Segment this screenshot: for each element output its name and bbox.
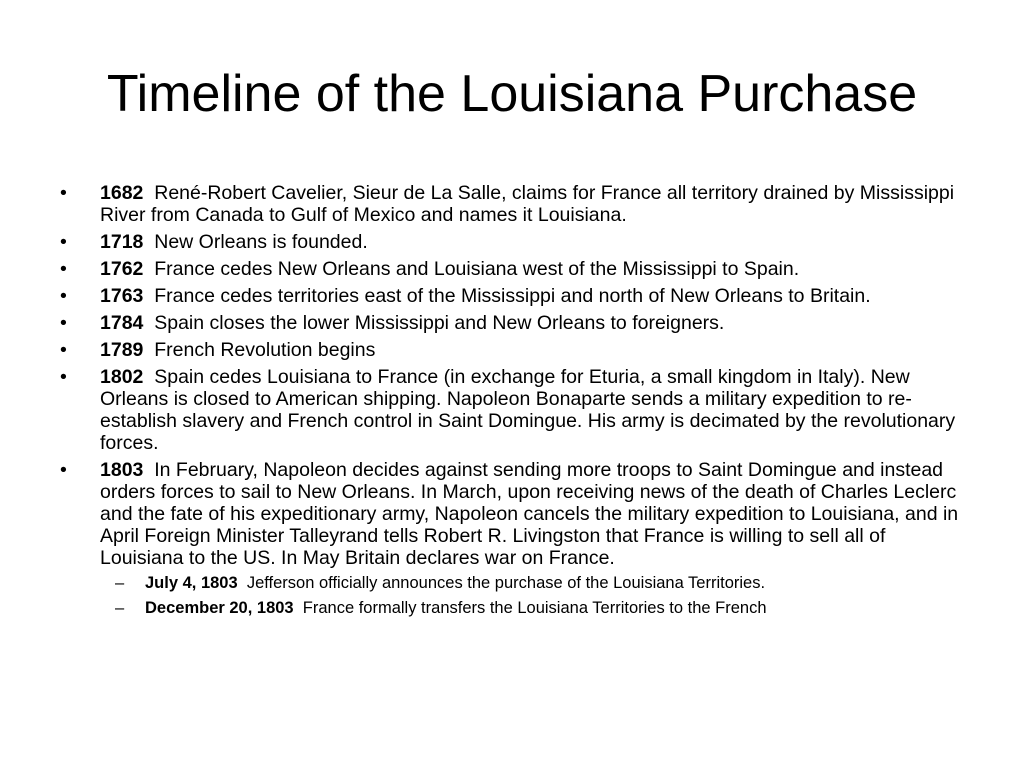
timeline-text: In February, Napoleon decides against sending more troops to Saint Domingue and instead orders forces to sail to New Orleans. In March, upon receiving news of the death of Charles Leclerc and the fate of his expeditionary army, Napoleon cancels the military expedition to Louisiana, and in April Foreign Minister Talleyrand tells Robert R. Livingston that France is willing to sell all of Louisiana to the US. In May Britain declares war on France.	[100, 459, 959, 569]
timeline-year: 1784	[100, 312, 144, 334]
timeline-subitem	[100, 573, 970, 593]
timeline-year: 1803	[100, 459, 144, 481]
bullet-icon: •	[60, 339, 67, 361]
timeline-year: 1802	[100, 366, 144, 388]
timeline-year: 1682	[100, 182, 144, 204]
timeline-text: France cedes territories east of the Mississippi and north of New Orleans to Britain.	[154, 285, 871, 307]
timeline-item-1682	[58, 182, 970, 226]
timeline-year: 1789	[100, 339, 144, 361]
timeline-sublist-1803	[100, 573, 970, 618]
timeline-item-1718	[58, 231, 970, 253]
timeline-item-1789	[58, 339, 970, 361]
timeline-subitem	[100, 598, 970, 618]
timeline-item-1784	[58, 312, 970, 334]
timeline-date: December 20, 1803	[145, 599, 294, 617]
timeline-text: France cedes New Orleans and Louisiana west of the Mississippi to Spain.	[154, 258, 800, 280]
bullet-icon: •	[60, 312, 67, 334]
timeline-subtext: France formally transfers the Louisiana Territories to the French	[302, 599, 767, 617]
bullet-icon: •	[60, 285, 67, 307]
bullet-icon: •	[60, 258, 67, 280]
timeline-text: New Orleans is founded.	[154, 231, 368, 253]
timeline-subtext: Jefferson officially announces the purchase of the Louisiana Territories.	[246, 574, 766, 592]
slide-title: Timeline of the Louisiana Purchase	[106, 65, 918, 123]
dash-icon: –	[115, 574, 125, 592]
bullet-icon: •	[60, 231, 67, 253]
bullet-icon: •	[60, 366, 67, 388]
timeline-year: 1763	[100, 285, 144, 307]
timeline-list	[58, 182, 970, 623]
bullet-icon: •	[60, 459, 67, 481]
timeline-item-1803	[58, 459, 970, 618]
timeline-text: French Revolution begins	[154, 339, 376, 361]
timeline-text: Spain closes the lower Mississippi and New Orleans to foreigners.	[154, 312, 725, 334]
timeline-year: 1762	[100, 258, 144, 280]
timeline-item-1802	[58, 366, 970, 454]
timeline-text: Spain cedes Louisiana to France (in exchange for Eturia, a small kingdom in Italy). New Orleans is closed to American shipping. Napoleon Bonaparte sends a military expedition to re-establish slavery and French control in Saint Domingue. His army is decimated by the revolutionary forces.	[100, 366, 956, 454]
timeline-year: 1718	[100, 231, 144, 253]
bullet-icon: •	[60, 182, 67, 204]
dash-icon: –	[115, 599, 125, 617]
timeline-date: July 4, 1803	[145, 574, 238, 592]
timeline-text: René-Robert Cavelier, Sieur de La Salle, claims for France all territory drained by Mississippi River from Canada to Gulf of Mexico and names it Louisiana.	[100, 182, 955, 226]
timeline-item-1763	[58, 285, 970, 307]
timeline-item-1762	[58, 258, 970, 280]
